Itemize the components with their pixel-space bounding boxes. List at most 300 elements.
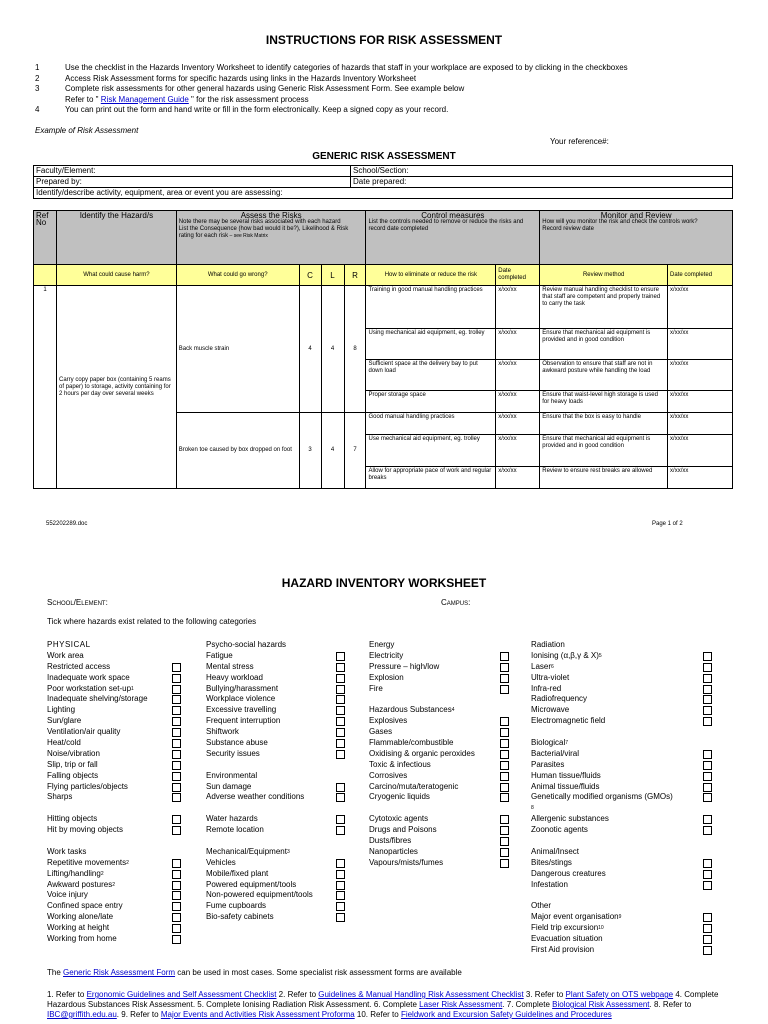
- hazard-item: [531, 782, 715, 793]
- hazard-item: [206, 684, 346, 695]
- record-review-note: Record review date: [542, 226, 594, 232]
- hazard-label: Evacuation situation: [531, 934, 603, 944]
- hazard-item: [531, 662, 715, 673]
- control-how: Proper storage space: [366, 391, 496, 413]
- hazard-item: [47, 694, 183, 705]
- hazard-label: Slip, trip or fall: [47, 759, 98, 769]
- hazard-checkbox[interactable]: [172, 772, 181, 781]
- hazard-checkbox[interactable]: [336, 881, 345, 890]
- hazard-item: [531, 716, 715, 727]
- hazard-item: [206, 890, 346, 901]
- hazard-item: [531, 901, 715, 912]
- hazard-checkbox[interactable]: [336, 891, 345, 900]
- hazard-checkbox[interactable]: [336, 652, 345, 661]
- hazard-label: Cytotoxic agents: [369, 814, 429, 824]
- hazard-item: [206, 858, 346, 869]
- sub-wrong: What could go wrong?: [176, 265, 299, 286]
- hazard-checkbox[interactable]: [172, 717, 181, 726]
- monitor-review-title: Monitor and Review: [600, 211, 672, 220]
- hazard-item: [531, 880, 715, 891]
- hazard-checkbox[interactable]: [172, 902, 181, 911]
- hazard-item: [531, 923, 715, 934]
- hazard-checkbox[interactable]: [336, 793, 345, 802]
- hazard-item: [206, 880, 346, 891]
- hazard-checkbox[interactable]: [172, 815, 181, 824]
- review-date: x/xx/xx: [668, 329, 733, 360]
- hazard-item: [47, 803, 183, 814]
- hazard-checkbox[interactable]: [500, 772, 509, 781]
- hazard-checkbox[interactable]: [336, 663, 345, 672]
- ref-cell: 1: [34, 286, 57, 489]
- identify-hazards-header: Identify the Hazard/s: [56, 211, 176, 265]
- hazard-item: [206, 847, 346, 858]
- hazard-checkbox[interactable]: [336, 783, 345, 792]
- hazard-checkbox[interactable]: [172, 695, 181, 704]
- hazard-label: Shiftwork: [206, 727, 239, 737]
- ref-text: . 9. Refer to: [116, 1010, 161, 1019]
- generic-suffix: can be used in most cases. Some specialist risk assessment forms are available: [175, 968, 462, 977]
- review-method: Review manual handling checklist to ensure that staff are competent and properly trained to carry the task: [540, 286, 668, 329]
- instruction-num: 3: [35, 84, 40, 93]
- hazard-checkbox[interactable]: [500, 674, 509, 683]
- hazard-checkbox[interactable]: [500, 761, 509, 770]
- risk2-l: 4: [321, 413, 344, 489]
- hazard-label: Confined space entry: [47, 901, 123, 911]
- date-prepared-field[interactable]: Date prepared:: [351, 177, 733, 188]
- hazard-checkbox[interactable]: [336, 739, 345, 748]
- hazard-label: Infestation: [531, 879, 568, 889]
- hazard-label: Oxidising & organic peroxides: [369, 748, 475, 758]
- hazard-label: Fire: [369, 683, 383, 693]
- risk1-l: 4: [321, 286, 344, 413]
- footnote-marker: 6: [551, 663, 554, 670]
- hazard-checkbox[interactable]: [500, 826, 509, 835]
- hazard-checkbox[interactable]: [703, 859, 712, 868]
- review-method: Ensure that mechanical aid equipment is provided and in good condition: [540, 329, 668, 360]
- hazard-item: [531, 727, 715, 738]
- hazard-item: [531, 749, 715, 760]
- hazard-item: [47, 836, 183, 847]
- risk1-r: 8: [344, 286, 366, 413]
- hazard-checkbox[interactable]: [703, 793, 712, 802]
- hazard-checkbox[interactable]: [703, 870, 712, 879]
- hazard-checkbox[interactable]: [500, 837, 509, 846]
- hazard-item: [47, 934, 183, 945]
- manual-handling-link[interactable]: Guidelines & Manual Handling Risk Assessment Checklist: [318, 990, 524, 999]
- hazard-checkbox[interactable]: [500, 783, 509, 792]
- control-note: List the controls needed to remove or reduce the risks and record date completed: [368, 219, 524, 232]
- generic-form-link[interactable]: Generic Risk Assessment Form: [63, 968, 176, 977]
- control-how: Allow for appropriate pace of work and regular breaks: [366, 467, 496, 489]
- hazard-checkbox[interactable]: [703, 750, 712, 759]
- hazard-checkbox[interactable]: [500, 739, 509, 748]
- footnote-marker: 8: [531, 805, 534, 812]
- hazard-item: [47, 760, 183, 771]
- hazard-checkbox[interactable]: [172, 750, 181, 759]
- hazard-label: Gases: [369, 727, 393, 737]
- hazard-item: [369, 760, 510, 771]
- hazard-checkbox[interactable]: [172, 870, 181, 879]
- hazard-checkbox[interactable]: [336, 750, 345, 759]
- school-element-label: School/Element:: [47, 598, 108, 607]
- hazard-label: Working alone/late: [47, 912, 114, 922]
- hazard-checkbox[interactable]: [172, 881, 181, 890]
- hazard-checkbox[interactable]: [500, 652, 509, 661]
- hazard-checkbox[interactable]: [703, 772, 712, 781]
- hazard-item: [47, 651, 183, 662]
- hazard-item: [531, 760, 715, 771]
- hazard-checkbox[interactable]: [336, 902, 345, 911]
- hazard-checkbox[interactable]: [172, 674, 181, 683]
- hazard-item: [47, 792, 183, 803]
- faculty-field[interactable]: Faculty/Element:: [34, 166, 351, 177]
- hazard-checkbox[interactable]: [703, 783, 712, 792]
- footnote-marker: 2: [126, 859, 129, 866]
- hazard-label: Noise/vibration: [47, 748, 100, 758]
- hazard-item: [531, 803, 715, 814]
- identify-activity-field[interactable]: Identify/describe activity, equipment, area or event you are assessing:: [34, 188, 733, 199]
- hazard-checkbox[interactable]: [703, 652, 712, 661]
- hazard-item: [369, 803, 510, 814]
- hazard-checkbox[interactable]: [500, 859, 509, 868]
- footnote-marker: 2: [112, 881, 115, 888]
- hazard-label: Psycho-social hazards: [206, 640, 287, 649]
- hazard-label: Falling objects: [47, 770, 99, 780]
- hazard-label: Water hazards: [206, 814, 258, 824]
- example-label: Example of Risk Assessment: [35, 126, 139, 135]
- hazard-checkbox[interactable]: [703, 924, 712, 933]
- hazard-item: [47, 869, 183, 880]
- hazard-label: Voice injury: [47, 890, 88, 900]
- assessment-header-table: [33, 165, 733, 199]
- hazard-checkbox[interactable]: [172, 761, 181, 770]
- hazard-item: [47, 684, 183, 695]
- hazard-item: [369, 716, 510, 727]
- hazard-checkbox[interactable]: [172, 783, 181, 792]
- sub-r: R: [344, 265, 366, 286]
- footnote-marker: 10: [598, 925, 604, 932]
- fieldwork-link[interactable]: Fieldwork and Excursion Safety Guidelines and Procedures: [400, 1010, 612, 1019]
- laser-risk-link[interactable]: Laser Risk Assessment: [419, 1000, 503, 1009]
- hazard-checkbox[interactable]: [336, 674, 345, 683]
- hazard-label: Nanoparticles: [369, 846, 418, 856]
- hazard-label: Ventilation/air quality: [47, 727, 121, 737]
- major-events-link[interactable]: Major Events and Activities Risk Assessment Proforma: [160, 1010, 355, 1019]
- review-date: x/xx/xx: [668, 435, 733, 467]
- hazard-label: Working from home: [47, 934, 117, 944]
- page-title: INSTRUCTIONS FOR RISK ASSESSMENT: [265, 33, 503, 47]
- hazard-item: [369, 651, 510, 662]
- hazard-checkbox[interactable]: [703, 685, 712, 694]
- hazard-label: Cryogenic liquids: [369, 792, 430, 802]
- hazard-label: Sun damage: [206, 781, 252, 791]
- hazard-checkbox[interactable]: [172, 924, 181, 933]
- instruction-num: 1: [35, 63, 40, 72]
- hazard-item: [206, 738, 346, 749]
- hazard-checkbox[interactable]: [336, 870, 345, 879]
- hazard-label: Heavy workload: [206, 672, 263, 682]
- biological-risk-link[interactable]: Biological Risk Assessment: [552, 1000, 650, 1009]
- hazard-item: [531, 640, 715, 651]
- hazard-checkbox[interactable]: [500, 663, 509, 672]
- instruction-text: Complete risk assessments for other general hazards using Generic Risk Assessment Form. See example below: [65, 84, 465, 93]
- sub-l: L: [321, 265, 344, 286]
- risk2-c: 3: [299, 413, 321, 489]
- hazard-label: Biological: [531, 738, 566, 748]
- hazard-label: First Aid provision: [531, 944, 595, 954]
- hazard-item: [47, 662, 183, 673]
- hazard-checkbox[interactable]: [703, 935, 712, 944]
- control-date: x/xx/xx: [496, 467, 540, 489]
- risk2-cell: Broken toe caused by box dropped on foot: [176, 413, 299, 489]
- hazard-checkbox[interactable]: [500, 750, 509, 759]
- hazard-item: [206, 912, 346, 923]
- control-how: Sufficient space at the delivery bay to put down load: [366, 360, 496, 391]
- review-date: x/xx/xx: [668, 391, 733, 413]
- hazard-checkbox[interactable]: [172, 793, 181, 802]
- risk-matrix-ref: – see Risk Matrix: [228, 233, 268, 239]
- control-date: x/xx/xx: [496, 329, 540, 360]
- review-method: Ensure that mechanical aid equipment is provided and in good condition: [540, 435, 668, 467]
- hazard-label: Zoonotic agents: [531, 825, 588, 835]
- hazard-label: Animal tissue/fluids: [531, 781, 600, 791]
- worksheet-title: HAZARD INVENTORY WORKSHEET: [281, 576, 487, 590]
- hazard-item: [531, 738, 715, 749]
- hazard-label: Poor workstation set-up: [47, 683, 132, 693]
- hazard-checkbox[interactable]: [703, 695, 712, 704]
- hazard-item: [47, 880, 183, 891]
- hazard-label: Hit by moving objects: [47, 825, 124, 835]
- hazard-item: [369, 727, 510, 738]
- hazard-item: [47, 858, 183, 869]
- hazard-checkbox[interactable]: [703, 717, 712, 726]
- hazard-checkbox[interactable]: [172, 706, 181, 715]
- sub-how: How to eliminate or reduce the risk: [366, 265, 496, 286]
- review-method: Observation to ensure that staff are not in awkward posture while handling the load: [540, 360, 668, 391]
- hazard-item: [369, 858, 510, 869]
- hazard-item: [531, 651, 715, 662]
- hazard-checkbox[interactable]: [703, 761, 712, 770]
- hazard-label: Energy: [369, 640, 395, 649]
- hazard-label: Vapours/mists/fumes: [369, 857, 444, 867]
- hazard-item: [47, 716, 183, 727]
- hazard-item: [47, 705, 183, 716]
- hazard-checkbox[interactable]: [336, 815, 345, 824]
- risk1-c: 4: [299, 286, 321, 413]
- hazard-label: Fatigue: [206, 650, 233, 660]
- hazard-label: Lighting: [47, 705, 76, 715]
- hazard-item: [47, 782, 183, 793]
- hazard-checkbox[interactable]: [500, 793, 509, 802]
- hazard-checkbox[interactable]: [336, 913, 345, 922]
- hazard-checkbox[interactable]: [500, 815, 509, 824]
- ref-text: 10. Refer to: [354, 1010, 401, 1019]
- hazard-label: PHYSICAL: [47, 640, 91, 649]
- hazard-item: [47, 749, 183, 760]
- control-date: x/xx/xx: [496, 360, 540, 391]
- hazard-checkbox[interactable]: [703, 946, 712, 955]
- hazard-checkbox[interactable]: [336, 717, 345, 726]
- hazard-checkbox[interactable]: [172, 663, 181, 672]
- assess-risks-title: Assess the Risks: [240, 211, 302, 220]
- hazard-item: [369, 782, 510, 793]
- hazard-item: [369, 771, 510, 782]
- risk1-cell: Back muscle strain: [176, 286, 299, 413]
- hazard-item: [206, 869, 346, 880]
- your-reference-label: Your reference#:: [550, 137, 609, 146]
- hazard-label: Dusts/fibres: [369, 836, 412, 846]
- hazard-item: [206, 673, 346, 684]
- footnote-marker: 3: [286, 848, 290, 855]
- hazard-label: Flammable/combustible: [369, 738, 454, 748]
- sub-date1: Date completed: [496, 265, 540, 286]
- plant-safety-link[interactable]: Plant Safety on OTS webpage: [565, 990, 674, 999]
- hazard-label: Pressure – high/low: [369, 661, 440, 671]
- hazard-label: Human tissue/fluids: [531, 770, 601, 780]
- hazard-item: [531, 890, 715, 901]
- monitor-review-header: [540, 211, 733, 265]
- hazard-label: Remote location: [206, 825, 264, 835]
- hazard-label: Dangerous creatures: [531, 868, 606, 878]
- hazard-item: [47, 847, 183, 858]
- hazard-checkbox[interactable]: [500, 685, 509, 694]
- hazard-checkbox[interactable]: [172, 859, 181, 868]
- hazard-item: [206, 705, 346, 716]
- hazard-label: Hitting objects: [47, 814, 98, 824]
- hazard-checkbox[interactable]: [336, 826, 345, 835]
- hazard-label: Allergenic substances: [531, 814, 609, 824]
- hazard-checkbox[interactable]: [172, 891, 181, 900]
- control-date: x/xx/xx: [496, 391, 540, 413]
- hazard-cell: Carry copy paper box (containing 5 reams of paper) to storage, activity containing for 2 hours per day over several weeks: [56, 286, 176, 489]
- hazard-label: Electromagnetic field: [531, 716, 606, 726]
- hazard-label: Major event organisation: [531, 912, 619, 922]
- instruction-text: You can print out the form and hand write or fill in the form electronically. Keep a signed copy as your record.: [65, 105, 449, 114]
- hazard-item: [47, 912, 183, 923]
- hazard-checkbox[interactable]: [500, 717, 509, 726]
- hazard-label: Mobile/fixed plant: [206, 868, 269, 878]
- hazard-label: Mechanical/Equipment: [206, 846, 287, 856]
- hazard-label: Radiofrequency: [531, 694, 588, 704]
- control-how: Training in good manual handling practices: [366, 286, 496, 329]
- generic-risk-title: GENERIC RISK ASSESSMENT: [312, 151, 456, 162]
- hazard-item: [369, 792, 510, 803]
- hazard-label: Explosion: [369, 672, 404, 682]
- hazard-label: Animal/Insect: [531, 846, 580, 856]
- hazard-checkbox[interactable]: [703, 913, 712, 922]
- hazard-label: Fume cupboards: [206, 901, 267, 911]
- hazard-item: [531, 825, 715, 836]
- hazard-checkbox[interactable]: [703, 881, 712, 890]
- prepared-by-field[interactable]: Prepared by:: [34, 177, 351, 188]
- footnote-marker: 1: [131, 685, 134, 692]
- instruction-num: 2: [35, 73, 40, 83]
- hazard-item: [206, 651, 346, 662]
- ibc-email-link[interactable]: IBC@griffith.edu.au: [47, 1010, 117, 1019]
- control-how: Using mechanical aid equipment, eg. trolley: [366, 329, 496, 360]
- hazard-label: Excessive travelling: [206, 705, 277, 715]
- hazard-item: [531, 771, 715, 782]
- assess-note: Note there may be several risks associated with each hazard: [178, 219, 341, 225]
- hazard-item: [369, 673, 510, 684]
- hazard-label: Lifting/handling: [47, 868, 101, 878]
- hazard-checkbox[interactable]: [500, 848, 509, 857]
- hazard-item: [531, 792, 715, 803]
- instruction-list: [35, 63, 628, 116]
- hazard-item: [206, 727, 346, 738]
- refer-suffix: " for the risk assessment process: [191, 94, 309, 104]
- hazard-label: Parasites: [531, 759, 565, 769]
- hazard-label: Inadequate work space: [47, 672, 130, 682]
- sub-c: C: [299, 265, 321, 286]
- hazard-item: [369, 814, 510, 825]
- hazard-checkbox[interactable]: [703, 663, 712, 672]
- hazard-label: Awkward postures: [47, 879, 113, 889]
- hazard-checkbox[interactable]: [172, 935, 181, 944]
- hazard-label: Vehicles: [206, 857, 236, 867]
- hazard-label: Explosives: [369, 716, 408, 726]
- risk-management-guide-link[interactable]: Risk Management Guide: [100, 94, 189, 104]
- footnote-marker: 7: [565, 740, 569, 747]
- hazard-item: [47, 738, 183, 749]
- hazard-checkbox[interactable]: [703, 815, 712, 824]
- hazard-checkbox[interactable]: [336, 706, 345, 715]
- hazard-checkbox[interactable]: [703, 706, 712, 715]
- hazard-item: [369, 847, 510, 858]
- hazard-item: [531, 673, 715, 684]
- hazard-checkbox[interactable]: [336, 859, 345, 868]
- hazard-checkbox[interactable]: [703, 674, 712, 683]
- hazard-item: [531, 814, 715, 825]
- hazard-checkbox[interactable]: [172, 739, 181, 748]
- risk-assessment-table: [33, 210, 733, 489]
- hazard-item: [531, 847, 715, 858]
- refer-prefix: Refer to ": [65, 94, 99, 104]
- hazard-checkbox[interactable]: [703, 826, 712, 835]
- tick-note: Tick where hazards exist related to the following categories: [47, 617, 257, 626]
- hazard-checkbox[interactable]: [500, 728, 509, 737]
- hazard-checkbox[interactable]: [172, 913, 181, 922]
- hazard-column-energy: [369, 640, 510, 869]
- hazard-checkbox[interactable]: [172, 685, 181, 694]
- school-field[interactable]: School/Section:: [351, 166, 733, 177]
- hazard-checkbox[interactable]: [172, 728, 181, 737]
- hazard-label: Bullying/harassment: [206, 683, 279, 693]
- review-date: x/xx/xx: [668, 360, 733, 391]
- hazard-item: [369, 749, 510, 760]
- hazard-label: Ultra-violet: [531, 672, 570, 682]
- footnote-marker: 9: [618, 914, 622, 921]
- ref-text: . 7. Complete: [502, 1000, 553, 1009]
- control-measures-header: [366, 211, 540, 265]
- review-date: x/xx/xx: [668, 467, 733, 489]
- hazard-checkbox[interactable]: [172, 826, 181, 835]
- hazard-label: Laser: [531, 661, 552, 671]
- hazard-item: [369, 694, 510, 705]
- hazard-checkbox[interactable]: [336, 728, 345, 737]
- hazard-item: [206, 640, 346, 651]
- hazard-item: [531, 858, 715, 869]
- hazard-checkbox[interactable]: [336, 685, 345, 694]
- hazard-item: [206, 814, 346, 825]
- ref-text: 2. Refer to: [276, 990, 319, 999]
- hazard-label: Toxic & infectious: [369, 759, 431, 769]
- hazard-label: Frequent interruption: [206, 716, 281, 726]
- footnote-marker: 4: [451, 707, 455, 714]
- ergonomic-guidelines-link[interactable]: Ergonomic Guidelines and Self Assessment Checklist: [86, 990, 277, 999]
- hazard-column-radiation: [531, 640, 715, 956]
- hazard-checkbox[interactable]: [336, 695, 345, 704]
